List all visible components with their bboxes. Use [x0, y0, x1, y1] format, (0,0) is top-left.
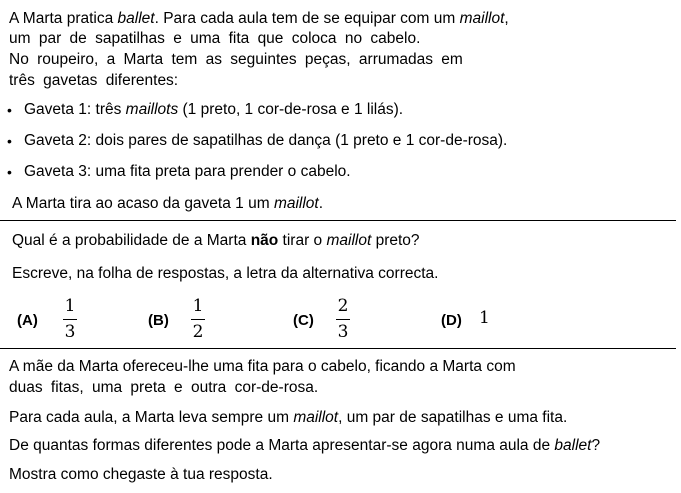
denominator: 2	[192, 322, 204, 342]
numerator: 2	[337, 296, 349, 316]
numerator: 1	[192, 296, 204, 316]
intro-line-4: três gavetas diferentes:	[9, 72, 179, 89]
maillot-term: maillot	[459, 10, 505, 27]
section-divider	[0, 348, 676, 349]
fraction-two-thirds	[336, 296, 350, 343]
intro-line-2: um par de sapatilhas e uma fita que coloca no cabelo.	[9, 30, 421, 47]
question-1	[12, 232, 420, 250]
draw-statement	[12, 195, 323, 213]
bullet-text-part: Gaveta 1: três	[24, 101, 126, 118]
answer-instruction: Escreve, na folha de respostas, a letra da alternativa correcta.	[12, 265, 439, 282]
denominator: 3	[337, 322, 349, 342]
option-label: (A)	[17, 312, 38, 329]
ballet-term: ballet	[117, 10, 155, 27]
bullet-text	[24, 101, 403, 119]
fraction-bar	[191, 319, 205, 320]
question-text: preto?	[371, 232, 420, 249]
negation-emphasis: não	[250, 232, 279, 249]
bullet-text: Gaveta 3: uma fita preta para prender o cabelo.	[24, 163, 351, 180]
option-label: (C)	[293, 312, 314, 329]
intro-text: . Para cada aula tem de se equipar com um	[154, 10, 460, 27]
part2-text: De quantas formas diferentes pode a Marta apresentar-se agora numa aula de	[9, 437, 555, 454]
bullet-icon: •	[7, 133, 12, 149]
bullet-icon: •	[7, 102, 12, 118]
bullet-text: Gaveta 2: dois pares de sapatilhas de dança (1 preto e 1 cor-de-rosa).	[24, 132, 508, 149]
option-label: (B)	[148, 312, 169, 329]
maillots-term: maillots	[125, 101, 179, 118]
draw-text: A Marta tira ao acaso da gaveta 1 um	[12, 195, 274, 212]
part2-text: Para cada aula, a Marta leva sempre um	[9, 409, 294, 426]
part2-instruction: Mostra como chegaste à tua resposta.	[9, 466, 273, 483]
option-label: (D)	[441, 312, 462, 329]
part2-line-2: duas fitas, uma preta e outra cor-de-rosa.	[9, 379, 319, 396]
section-divider	[0, 220, 676, 221]
part2-text: ?	[591, 437, 601, 454]
fraction-one-third	[63, 296, 77, 343]
part2-text: , um par de sapatilhas e uma fita.	[338, 409, 568, 426]
maillot-term: maillot	[326, 232, 372, 249]
draw-text: .	[318, 195, 324, 212]
intro-text: A Marta pratica	[9, 10, 118, 27]
part2-question	[9, 437, 600, 455]
part2-line-1: A mãe da Marta ofereceu-lhe uma fita para o cabelo, ficando a Marta com	[9, 358, 516, 375]
ballet-term: ballet	[554, 437, 592, 454]
fraction-one-half	[191, 296, 205, 343]
bullet-icon: •	[7, 164, 12, 180]
intro-text: ,	[504, 10, 509, 27]
option-value: 1	[479, 308, 490, 328]
part2-line-3	[9, 409, 567, 427]
fraction-bar	[63, 319, 77, 320]
denominator: 3	[64, 322, 76, 342]
bullet-text-part: (1 preto, 1 cor-de-rosa e 1 lilás).	[178, 101, 404, 118]
question-text: Qual é a probabilidade de a Marta	[12, 232, 251, 249]
fraction-bar	[336, 319, 350, 320]
intro-line-3: No roupeiro, a Marta tem as seguintes peças, arrumadas em	[9, 51, 463, 68]
maillot-term: maillot	[293, 409, 339, 426]
maillot-term: maillot	[273, 195, 319, 212]
question-text: tirar o	[278, 232, 327, 249]
intro-line-1	[9, 10, 509, 28]
numerator: 1	[64, 296, 76, 316]
